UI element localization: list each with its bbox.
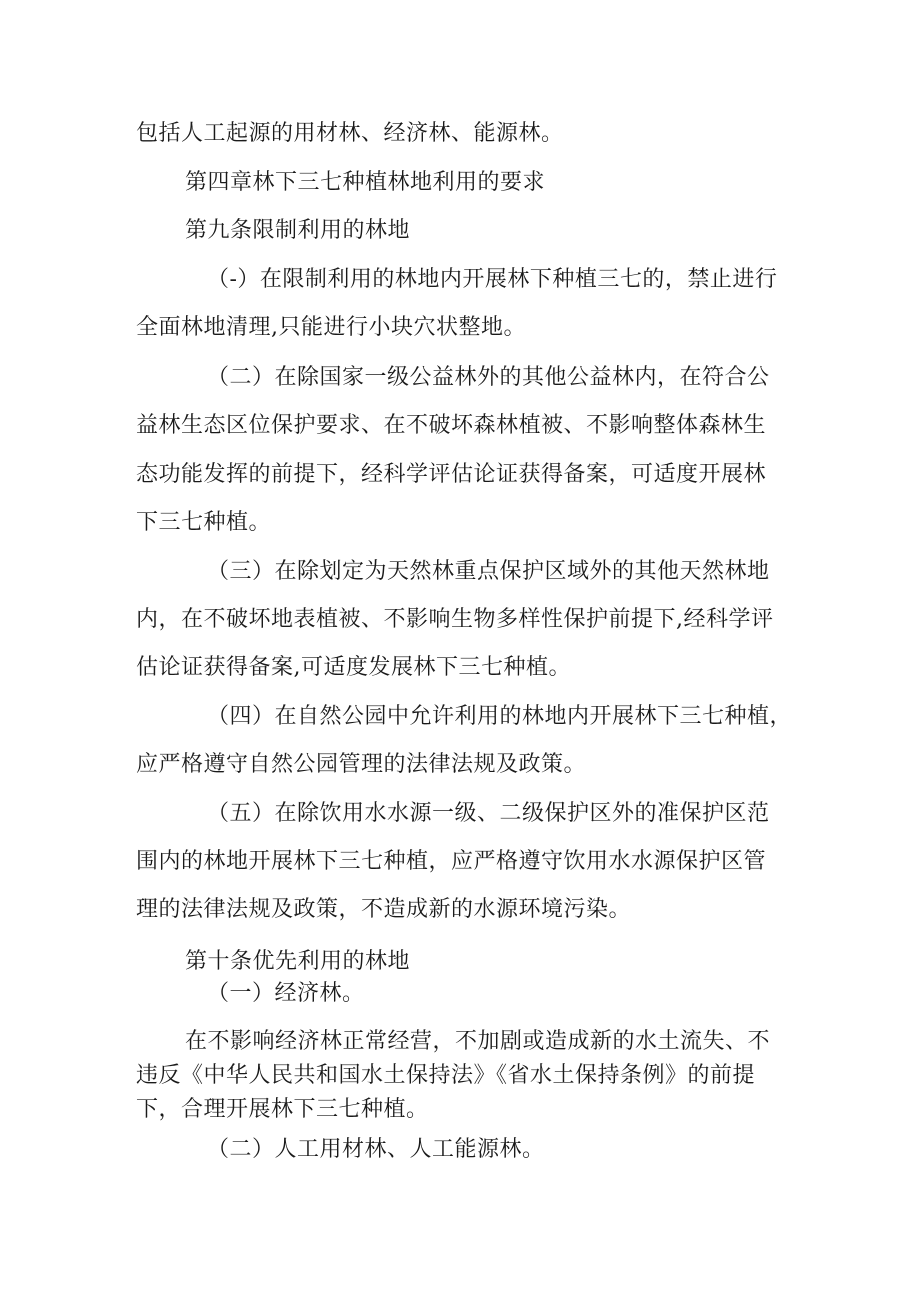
text-line: 益林生态区位保护要求、在不破坏森林植被、不影响整体森林生 (136, 413, 767, 438)
text-line: 违反《中华人民共和国水土保持法》《省水土保持条例》的前提 (136, 1063, 756, 1088)
text-line: 围内的林地开展林下三七种植，应严格遵守饮用水水源保护区管 (136, 849, 767, 874)
text-line: 全面林地清理,只能进行小块穴状整地。 (136, 315, 526, 340)
text-line: （-）在限制利用的林地内开展林下种植三七的，禁止进行 (207, 267, 778, 292)
text-line: 态功能发挥的前提下，经科学评估论证获得备案，可适度开展林 (136, 462, 767, 487)
text-line: （三）在除划定为天然林重点保护区域外的其他天然林地 (207, 559, 770, 584)
article-heading: 第九条限制利用的林地 (185, 218, 411, 243)
text-line: 应严格遵守自然公园管理的法律法规及政策。 (136, 752, 587, 777)
text-line: （四）在自然公园中允许利用的林地内开展林下三七种植， (207, 704, 793, 729)
text-line: 包括人工起源的用材林、经济林、能源林。 (136, 121, 564, 146)
text-line: （二）人工用材林、人工能源林。 (207, 1137, 545, 1162)
text-line: 估论证获得备案,可适度发展林下三七种植。 (136, 655, 571, 680)
chapter-heading: 第四章林下三七种植林地利用的要求 (185, 170, 546, 195)
text-line: （二）在除国家一级公益林外的其他公益林内，在符合公 (207, 365, 770, 390)
article-heading: 第十条优先利用的林地 (185, 949, 411, 974)
text-line: 下，合理开展林下三七种植。 (136, 1097, 429, 1122)
text-line: （五）在除饮用水水源一级、二级保护区外的准保护区范 (207, 801, 770, 826)
text-line: 下三七种植。 (136, 510, 272, 535)
text-line: 内，在不破坏地表植被、不影响生物多样性保护前提下,经科学评 (136, 607, 774, 632)
text-line: （一）经济林。 (207, 981, 365, 1006)
text-line: 理的法律法规及政策，不造成新的水源环境污染。 (136, 897, 632, 922)
text-line: 在不影响经济林正常经营，不加剧或造成新的水土流失、不 (185, 1029, 771, 1054)
